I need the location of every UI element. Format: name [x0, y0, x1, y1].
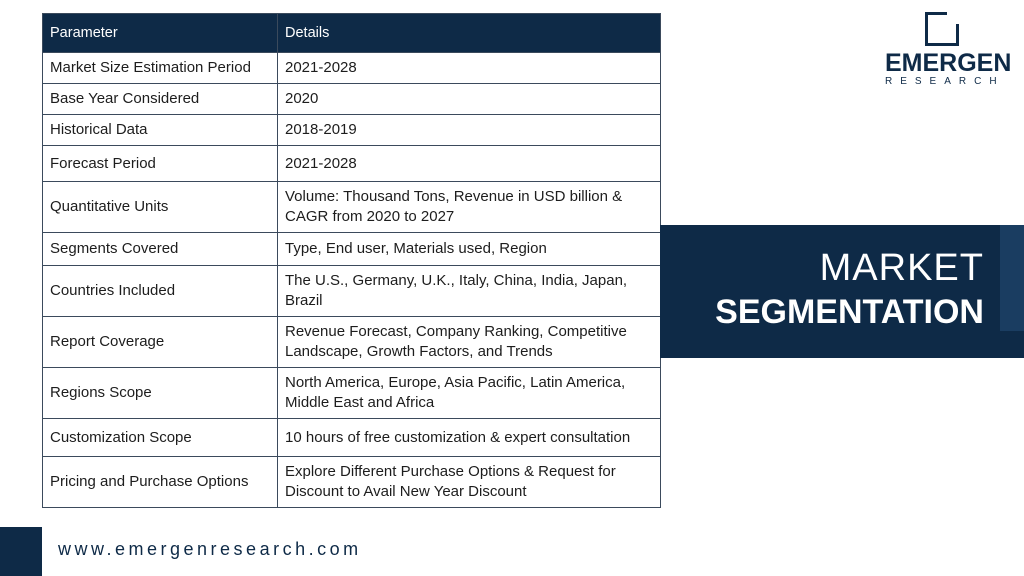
logo-wordmark: EMERGEN: [885, 49, 1012, 77]
banner-title-line2: SEGMENTATION: [715, 293, 984, 331]
banner-title-line1: MARKET: [819, 247, 984, 289]
parameter-cell: Historical Data: [43, 115, 278, 146]
parameters-table: [42, 13, 661, 508]
details-cell: 10 hours of free customization & expert consultation: [278, 419, 661, 457]
details-cell: Explore Different Purchase Options & Request for Discount to Avail New Year Discount: [278, 457, 661, 508]
details-cell: 2018-2019: [278, 115, 661, 146]
details-cell: 2021-2028: [278, 146, 661, 182]
parameter-cell: Segments Covered: [43, 233, 278, 266]
header-parameter: Parameter: [43, 14, 278, 53]
footer-accent-block: [0, 527, 42, 576]
parameter-cell: Countries Included: [43, 266, 278, 317]
logo-subtitle: RESEARCH: [885, 76, 1005, 87]
table-row: [43, 317, 661, 368]
parameter-cell: Customization Scope: [43, 419, 278, 457]
table-row: [43, 368, 661, 419]
table-row: [43, 84, 661, 115]
table-row: [43, 419, 661, 457]
parameter-cell: Pricing and Purchase Options: [43, 457, 278, 508]
details-cell: The U.S., Germany, U.K., Italy, China, India, Japan, Brazil: [278, 266, 661, 317]
table-header-row: [43, 14, 661, 53]
emergen-research-logo: [885, 12, 1012, 87]
banner-accent: [1000, 225, 1024, 331]
details-cell: Type, End user, Materials used, Region: [278, 233, 661, 266]
table-row: [43, 182, 661, 233]
details-cell: 2021-2028: [278, 53, 661, 84]
parameter-cell: Forecast Period: [43, 146, 278, 182]
details-cell: Revenue Forecast, Company Ranking, Competitive Landscape, Growth Factors, and Trends: [278, 317, 661, 368]
parameter-cell: Market Size Estimation Period: [43, 53, 278, 84]
header-details: Details: [278, 14, 661, 53]
parameter-cell: Base Year Considered: [43, 84, 278, 115]
parameter-cell: Regions Scope: [43, 368, 278, 419]
details-cell: 2020: [278, 84, 661, 115]
table-row: [43, 115, 661, 146]
parameter-cell: Report Coverage: [43, 317, 278, 368]
logo-square-icon: [925, 12, 959, 46]
parameter-cell: Quantitative Units: [43, 182, 278, 233]
footer-website-link[interactable]: www.emergenresearch.com: [58, 539, 362, 559]
details-cell: North America, Europe, Asia Pacific, Latin America, Middle East and Africa: [278, 368, 661, 419]
details-cell: Volume: Thousand Tons, Revenue in USD billion & CAGR from 2020 to 2027: [278, 182, 661, 233]
table-row: [43, 53, 661, 84]
table-row: [43, 457, 661, 508]
market-segmentation-banner: [660, 225, 1024, 358]
table-row: [43, 146, 661, 182]
parameters-table-container: [42, 13, 660, 508]
table-row: [43, 266, 661, 317]
table-row: [43, 233, 661, 266]
